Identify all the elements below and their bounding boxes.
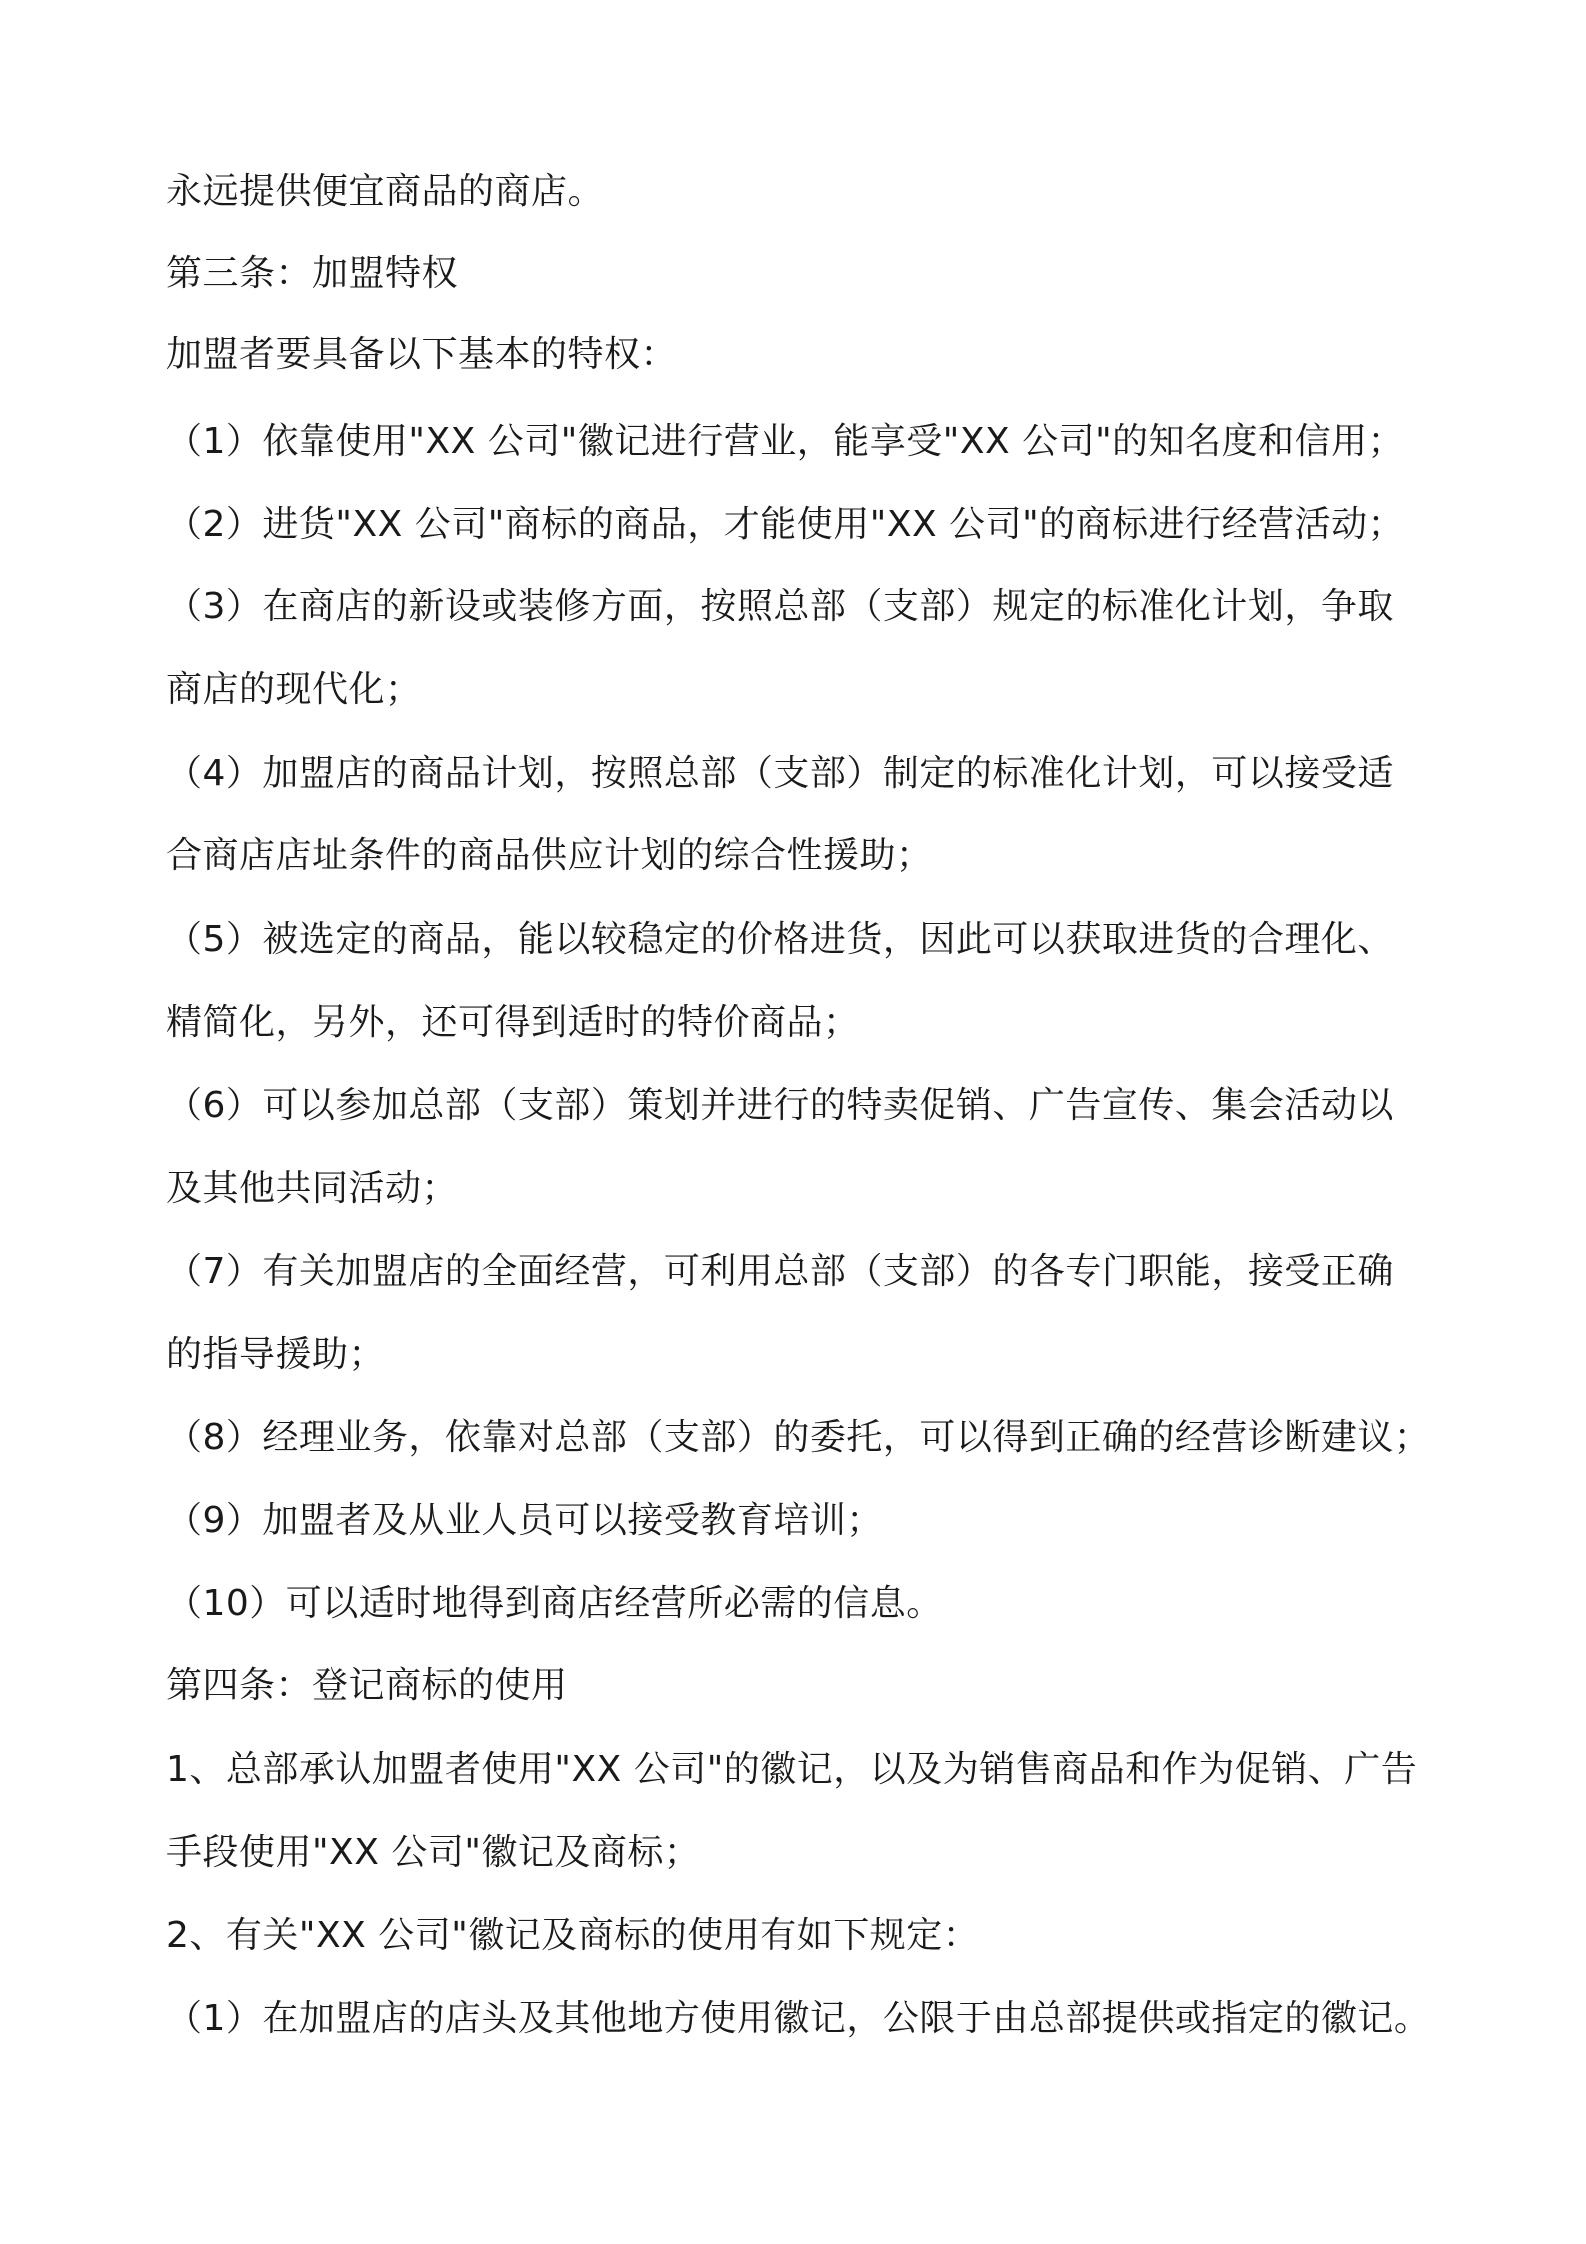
text-line: 永远提供便宜商品的商店。 bbox=[166, 171, 605, 212]
list-item-continuation: 精简化，另外，还可得到适时的特价商品； bbox=[166, 1002, 860, 1043]
list-item: （1）在加盟店的店头及其他地方使用徽记，公限于由总部提供或指定的徽记。 bbox=[166, 1998, 1431, 2039]
text-line: 加盟者要具备以下基本的特权： bbox=[166, 334, 678, 375]
text-line: 1、总部承认加盟者使用"XX 公司"的徽记，以及为销售商品和作为促销、广告 bbox=[166, 1749, 1418, 1790]
text-line: 手段使用"XX 公司"徽记及商标； bbox=[166, 1832, 701, 1873]
list-item: （8）经理业务，依靠对总部（支部）的委托，可以得到正确的经营诊断建议； bbox=[166, 1417, 1431, 1458]
section-heading: 第四条：登记商标的使用 bbox=[166, 1665, 568, 1706]
list-item: （9）加盟者及从业人员可以接受教育培训； bbox=[166, 1500, 883, 1541]
list-item: （2）进货"XX 公司"商标的商品，才能使用"XX 公司"的商标进行经营活动； bbox=[166, 504, 1405, 545]
list-item: （7）有关加盟店的全面经营，可利用总部（支部）的各专门职能，接受正确 bbox=[166, 1251, 1394, 1292]
list-item-continuation: 合商店店址条件的商品供应计划的综合性援助； bbox=[166, 835, 933, 876]
list-item-continuation: 的指导援助； bbox=[166, 1334, 386, 1375]
list-item: （10）可以适时地得到商店经营所必需的信息。 bbox=[166, 1583, 943, 1624]
list-item-continuation: 商店的现代化； bbox=[166, 669, 422, 710]
list-item: （4）加盟店的商品计划，按照总部（支部）制定的标准化计划，可以接受适 bbox=[166, 753, 1394, 794]
list-item: （6）可以参加总部（支部）策划并进行的特卖促销、广告宣传、集会活动以 bbox=[166, 1085, 1394, 1126]
section-heading: 第三条：加盟特权 bbox=[166, 253, 459, 294]
text-line: 2、有关"XX 公司"徽记及商标的使用有如下规定： bbox=[166, 1915, 980, 1956]
list-item: （1）依靠使用"XX 公司"徽记进行营业，能享受"XX 公司"的知名度和信用； bbox=[166, 421, 1405, 462]
list-item: （3）在商店的新设或装修方面，按照总部（支部）规定的标准化计划，争取 bbox=[166, 586, 1394, 627]
list-item-continuation: 及其他共同活动； bbox=[166, 1168, 459, 1209]
list-item: （5）被选定的商品，能以较稳定的价格进货，因此可以获取进货的合理化、 bbox=[166, 919, 1394, 960]
